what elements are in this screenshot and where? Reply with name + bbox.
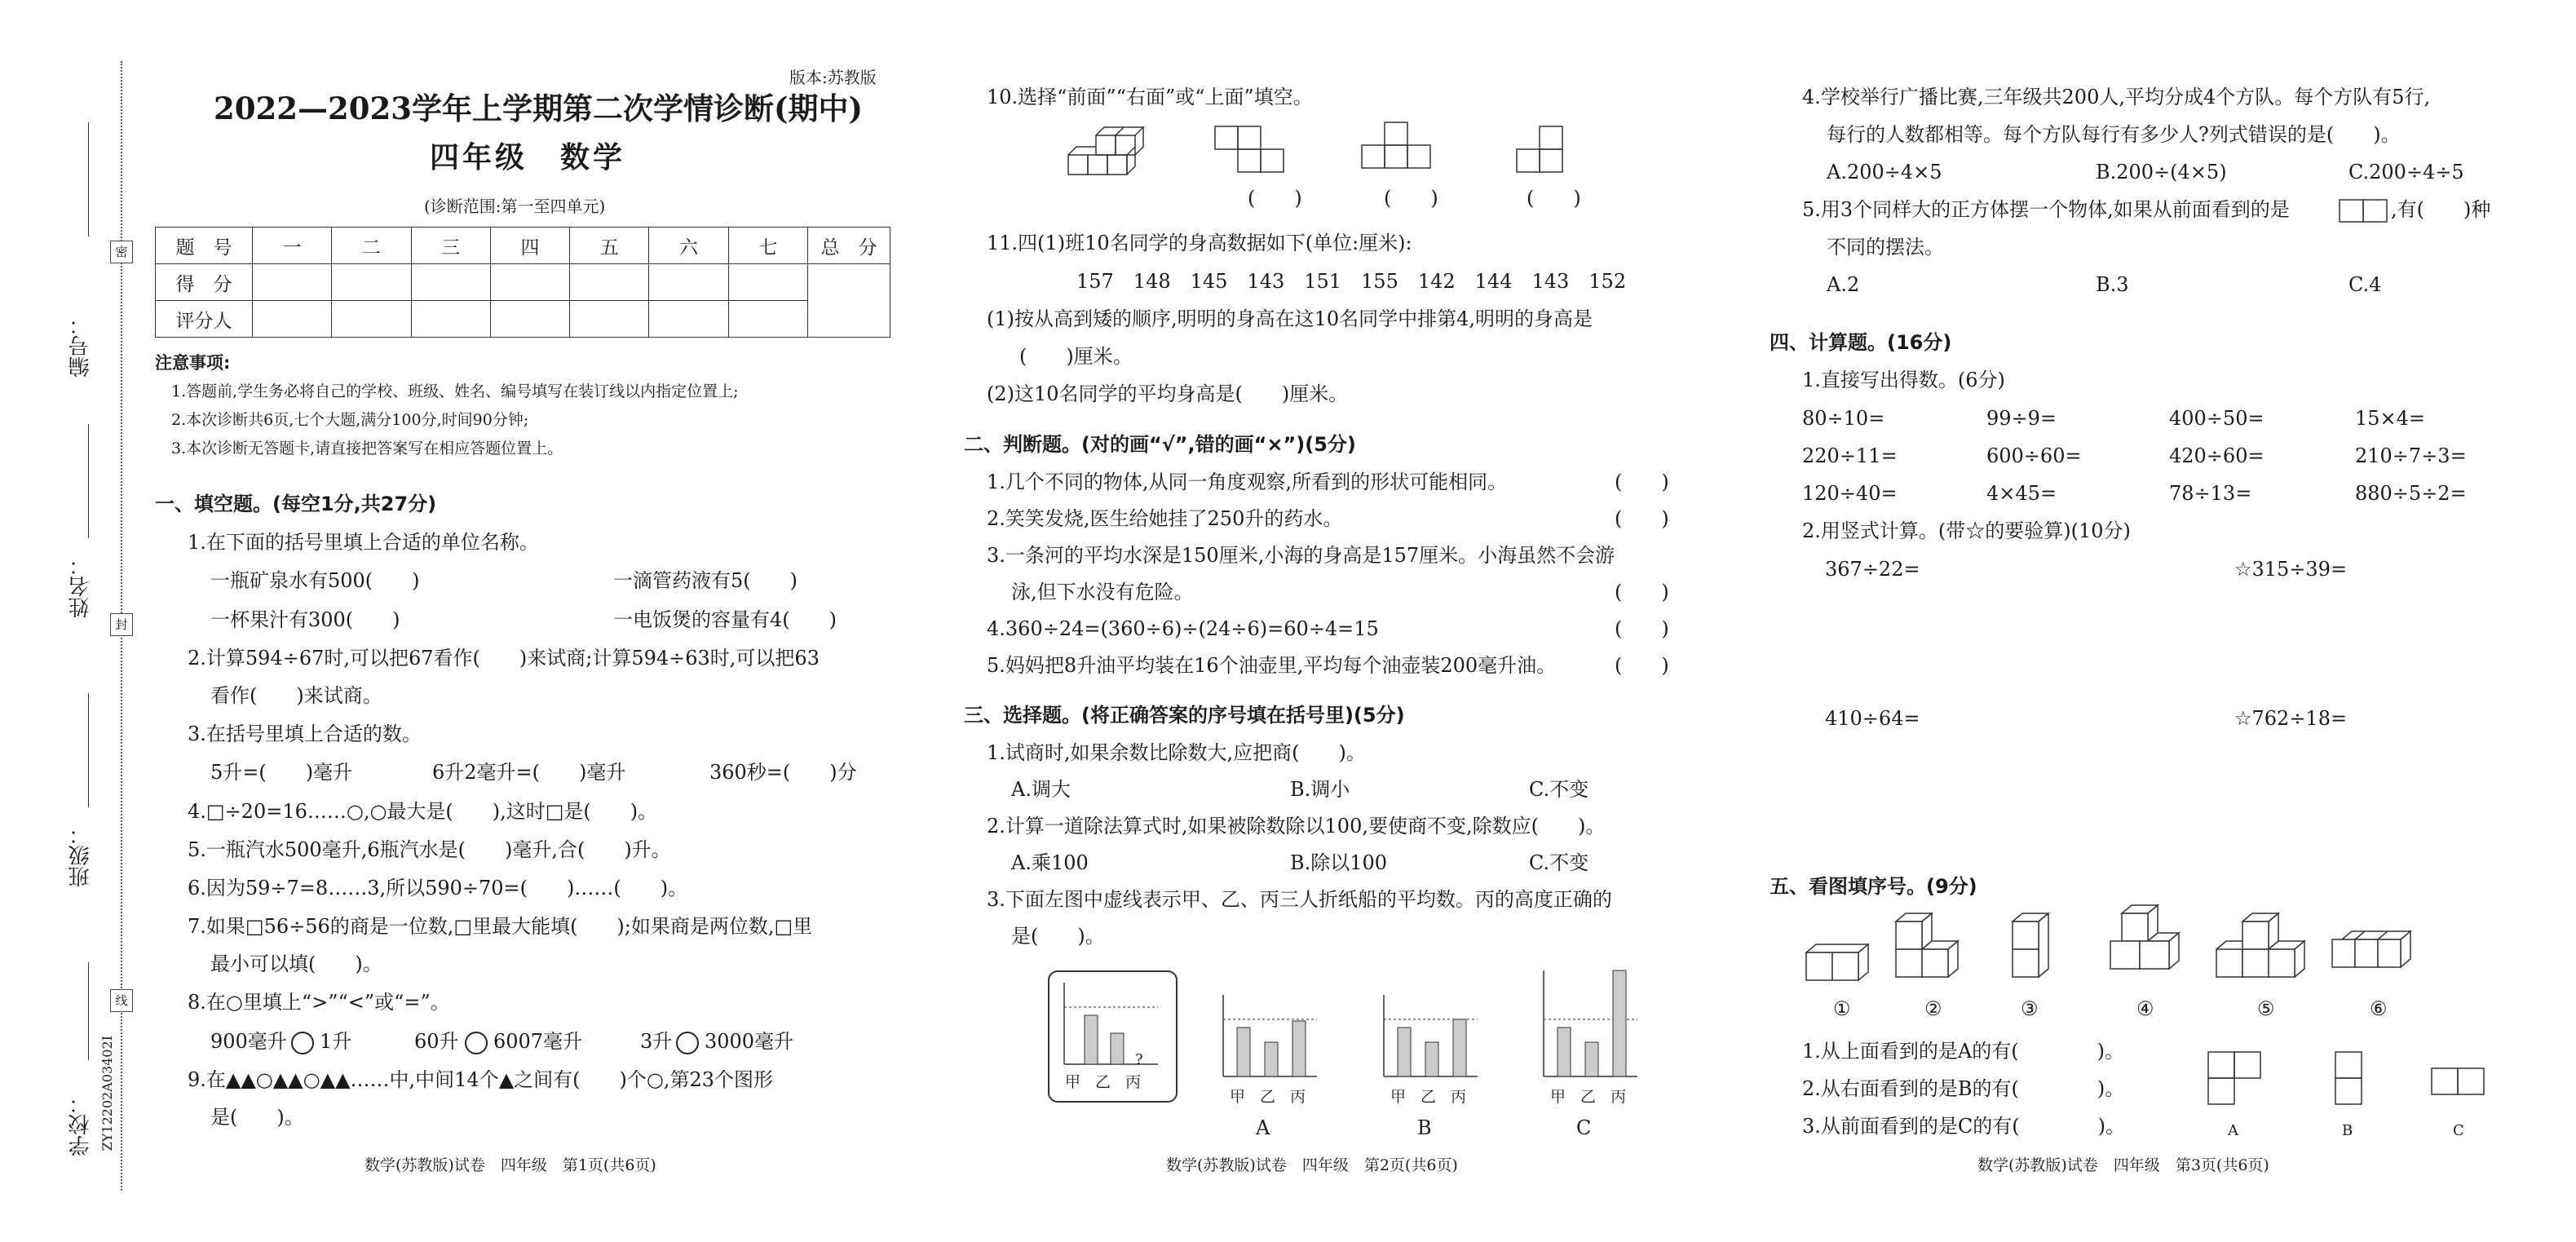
q11-text: 11.四(1)班10名同学的身高数据如下(单位:厘米): <box>987 232 1412 254</box>
calc-item: 600÷60= <box>1986 444 2082 467</box>
school-label: 学校： <box>68 1093 93 1156</box>
q5-text: 5.一瓶汽水500毫升,6瓶汽水是( )毫升,合( )升。 <box>188 838 671 861</box>
compare-circle-icon[interactable] <box>290 1031 315 1055</box>
name-label: 姓名： <box>68 555 93 618</box>
calc-item: 120÷40= <box>1802 482 1898 505</box>
q10-blank-1[interactable]: ( ) <box>1248 187 1302 210</box>
choice-1-b[interactable]: B.调小 <box>1290 778 1350 801</box>
view-b-label: B <box>2342 1122 2353 1139</box>
vertical-calc-1: 367÷22= <box>1825 558 1920 581</box>
figure-number-6: ⑥ <box>2370 997 2388 1020</box>
choice-1: 1.试商时,如果余数比除数大,应把商( )。 <box>987 741 1366 764</box>
calc-item: 880÷5÷2= <box>2355 482 2467 505</box>
page-3 <box>1729 0 2576 1242</box>
choice-2-c[interactable]: C.不变 <box>1529 851 1589 874</box>
q8a-left: 900毫升 <box>210 1030 287 1053</box>
bar-labels: 甲 乙 丙 <box>1065 1073 1147 1091</box>
fill-1: 1.从上面看到的是A的有( )。 <box>1802 1040 2124 1063</box>
choice-2: 2.计算一道除法算式时,如果被除数除以100,要使商不变,除数应( )。 <box>987 815 1606 838</box>
view-c-shape <box>2432 1067 2489 1099</box>
version-label: 版本:苏教版 <box>789 68 877 87</box>
page-2-footer: 数学(苏教版)试卷 四年级 第2页(共6页) <box>1166 1156 1458 1174</box>
cube-figure-3 <box>2013 912 2061 989</box>
judge-5-paren[interactable]: ( ) <box>1615 654 1669 677</box>
choice-5-b[interactable]: B.3 <box>2096 273 2129 296</box>
q10-blank-2[interactable]: ( ) <box>1384 187 1438 210</box>
figure-number-2: ② <box>1924 997 1942 1020</box>
score-cell[interactable] <box>411 264 490 301</box>
score-cell[interactable] <box>490 264 569 301</box>
judge-5: 5.妈妈把8升油平均装在16个油壶里,平均每个油壶装200毫升油。 <box>987 654 1557 677</box>
calc-2-text: 2.用竖式计算。(带☆的要验算)(10分) <box>1802 519 2131 542</box>
option-c-label[interactable]: C <box>1576 1116 1592 1139</box>
two-square-shape-icon <box>2339 199 2389 223</box>
q9-line1: 9.在▲▲○▲▲○▲▲……中,中间14个▲之间有( )个○,第23个图形 <box>188 1068 773 1091</box>
calc-item: 99÷9= <box>1986 407 2057 430</box>
score-table-row <box>156 301 890 338</box>
score-header-cell: 二 <box>332 228 411 264</box>
score-cell[interactable] <box>332 264 411 301</box>
q11a-line2: ( )厘米。 <box>1019 345 1133 368</box>
class-label: 班级： <box>68 824 93 887</box>
score-header-cell: 总 分 <box>808 228 890 264</box>
seal-mi: 密 <box>110 241 133 263</box>
option-b-bar-chart <box>1380 995 1482 1085</box>
q1d: 一电饭煲的容量有4( ) <box>613 608 837 631</box>
view-c-label: C <box>2453 1122 2464 1139</box>
section-5-heading: 五、看图填序号。(9分) <box>1770 875 1977 898</box>
cube-figure-2 <box>1896 912 1969 989</box>
figure-number-3: ③ <box>2021 997 2039 1020</box>
total-score-cell[interactable] <box>808 264 890 338</box>
vertical-calc-2: ☆315÷39= <box>2234 558 2348 581</box>
option-c-bar-chart <box>1540 962 1641 1085</box>
notice-3: 3.本次诊断无答题卡,请直接把答案写在相应答题位置上。 <box>171 440 563 457</box>
view-a-label: A <box>2228 1122 2238 1139</box>
vertical-calc-4: ☆762÷18= <box>2234 707 2348 730</box>
choice-4-c[interactable]: C.200÷4÷5 <box>2348 161 2464 183</box>
q1a: 一瓶矿泉水有500( ) <box>210 569 420 592</box>
score-cell[interactable] <box>649 264 728 301</box>
page-1 <box>0 0 946 1242</box>
judge-3-line1: 3.一条河的平均水深是150厘米,小海的身高是157厘米。小海虽然不会游 <box>987 544 1615 567</box>
grader-cell[interactable] <box>649 301 728 338</box>
choice-2-a[interactable]: A.乘100 <box>1011 851 1089 874</box>
page-3-footer: 数学(苏教版)试卷 四年级 第3页(共6页) <box>1977 1156 2269 1174</box>
calc-item: 420÷60= <box>2169 444 2264 467</box>
q8b-right: 6007毫升 <box>493 1030 583 1053</box>
compare-circle-icon[interactable] <box>675 1031 700 1055</box>
q7-line2: 最小可以填( )。 <box>210 952 382 975</box>
judge-3-line2: 泳,但下水没有危险。 <box>1011 581 1194 603</box>
choice-5-line2: 不同的摆法。 <box>1827 236 1944 259</box>
choice-1-a[interactable]: A.调大 <box>1011 778 1071 801</box>
calc-item: 78÷13= <box>2169 482 2252 505</box>
q9-line2: 是( )。 <box>210 1106 304 1129</box>
q3-text: 3.在括号里填上合适的数。 <box>188 723 422 745</box>
section-2-heading: 二、判断题。(对的画“√”,错的画“×”)(5分) <box>964 433 1356 456</box>
q2-line2: 看作( )来试商。 <box>210 684 382 707</box>
q11a-line1: (1)按从高到矮的顺序,明明的身高在这10名同学中排第4,明明的身高是 <box>987 307 1593 330</box>
choice-5-line1: 5.用3个同样大的正方体摆一个物体,如果从前面看到的是 <box>1802 198 2290 221</box>
bar-labels: 甲 乙 丙 <box>1390 1088 1472 1106</box>
section-1-heading: 一、填空题。(每空1分,共27分) <box>155 493 437 515</box>
exam-subtitle: 四年级 数学 <box>430 140 626 175</box>
figure-number-5: ⑤ <box>2257 997 2275 1020</box>
choice-4-line1: 4.学校举行广播比赛,三年级共200人,平均分成4个方队。每个方队有5行, <box>1802 86 2431 108</box>
cube-figure-1 <box>1806 938 1880 987</box>
score-cell[interactable] <box>728 264 807 301</box>
judge-2-paren[interactable]: ( ) <box>1615 507 1669 530</box>
score-cell[interactable] <box>570 264 649 301</box>
choice-5-c[interactable]: C.4 <box>2348 273 2382 296</box>
notice-2: 2.本次诊断共6页,七个大题,满分100分,时间90分钟; <box>171 411 529 429</box>
judge-2: 2.笑笑发烧,医生给她挂了250升的药水。 <box>987 507 1343 530</box>
choice-5-line1-end: ,有( )种 <box>2391 198 2491 221</box>
q4-text: 4.□÷20=16……○,○最大是( ),这时□是( )。 <box>188 800 658 823</box>
calc-item: 210÷7÷3= <box>2355 444 2467 467</box>
cube-figure-5 <box>2216 912 2318 989</box>
score-header-cell: 题 号 <box>156 228 253 264</box>
q8a-right: 1升 <box>320 1030 352 1053</box>
section-4-heading: 四、计算题。(16分) <box>1770 331 1952 354</box>
vertical-calc-3: 410÷64= <box>1825 707 1920 730</box>
q3b: 6升2毫升=( )毫升 <box>432 761 626 784</box>
page-1-footer: 数学(苏教版)试卷 四年级 第1页(共6页) <box>365 1156 656 1174</box>
choice-2-b[interactable]: B.除以100 <box>1290 851 1388 874</box>
q8c-left: 3升 <box>640 1030 673 1053</box>
view-shape-figure <box>1362 122 1460 175</box>
calc-item: 80÷10= <box>1802 407 1885 430</box>
score-row-label: 得 分 <box>156 264 253 301</box>
score-table-row <box>156 264 890 301</box>
q3a: 5升=( )毫升 <box>210 761 353 784</box>
calc-item: 400÷50= <box>2169 407 2264 430</box>
grader-cell[interactable] <box>332 301 411 338</box>
score-cell[interactable] <box>253 264 332 301</box>
number-label: 编号： <box>68 314 93 378</box>
exam-scope: (诊断范围:第一至四单元) <box>424 197 606 216</box>
score-header-cell: 四 <box>490 228 569 264</box>
grader-cell[interactable] <box>728 301 807 338</box>
judge-4: 4.360÷24=(360÷6)÷(24÷6)=60÷4=15 <box>987 617 1379 640</box>
score-header-cell: 五 <box>570 228 649 264</box>
figure-number-1: ① <box>1833 997 1851 1020</box>
score-header-cell: 六 <box>649 228 728 264</box>
choice-4-b[interactable]: B.200÷(4×5) <box>2096 161 2227 183</box>
q2-line1: 2.计算594÷67时,可以把67看作( )来试商;计算594÷63时,可以把63 <box>188 647 820 670</box>
q1c: 一杯果汁有300( ) <box>210 608 400 631</box>
fill-2: 2.从右面看到的是B的有( )。 <box>1802 1077 2125 1100</box>
q6-text: 6.因为59÷7=8……3,所以590÷70=( )……( )。 <box>188 877 688 899</box>
judge-1: 1.几个不同的物体,从同一角度观察,所看到的形状可能相同。 <box>987 471 1508 493</box>
compare-circle-icon[interactable] <box>464 1031 488 1055</box>
notice-1: 1.答题前,学生务必将自己的学校、班级、姓名、编号填写在装订线以内指定位置上; <box>171 382 739 400</box>
q3c: 360秒=( )分 <box>709 761 857 784</box>
view-b-shape <box>2334 1052 2366 1109</box>
score-header-cell: 七 <box>728 228 807 264</box>
option-b-label[interactable]: B <box>1417 1116 1432 1139</box>
seal-xian: 线 <box>110 989 133 1012</box>
option-a-bar-chart <box>1219 995 1321 1085</box>
exam-title: 2022—2023学年上学期第二次学情诊断(期中) <box>214 91 863 126</box>
question-mark: ? <box>1135 1051 1143 1068</box>
q7-line1: 7.如果□56÷56的商是一位数,□里最大能填( );如果商是两位数,□里 <box>188 915 813 938</box>
calc-item: 15×4= <box>2355 407 2426 430</box>
choice-3-line2: 是( )。 <box>1011 925 1105 948</box>
page-2 <box>946 0 1729 1242</box>
calc-item: 4×45= <box>1986 482 2057 505</box>
grader-cell[interactable] <box>253 301 332 338</box>
q1b: 一滴管药液有5( ) <box>613 569 798 592</box>
q8b-left: 60升 <box>414 1030 459 1053</box>
choice-1-c[interactable]: C.不变 <box>1529 778 1589 801</box>
reference-bar-chart <box>1060 983 1162 1072</box>
grader-cell[interactable] <box>570 301 649 338</box>
q1-text: 1.在下面的括号里填上合适的单位名称。 <box>188 531 539 554</box>
q10-blank-3[interactable]: ( ) <box>1527 187 1581 210</box>
bar-labels: 甲 乙 丙 <box>1230 1088 1311 1106</box>
height-data: 157 148 145 143 151 155 142 144 143 152 <box>1076 270 1627 293</box>
view-a-shape <box>2208 1052 2265 1109</box>
bar-labels: 甲 乙 丙 <box>1550 1088 1632 1106</box>
figure-number-4: ④ <box>2136 997 2154 1020</box>
cube-stack-figure <box>1068 122 1158 188</box>
notice-title: 注意事项: <box>155 353 231 373</box>
cube-figure-6 <box>2332 930 2422 991</box>
score-header-cell: 一 <box>253 228 332 264</box>
choice-5-a[interactable]: A.2 <box>1827 273 1860 296</box>
grader-cell[interactable] <box>411 301 490 338</box>
seal-feng: 封 <box>110 613 133 636</box>
choice-4-line2: 每行的人数都相等。每个方队每行有多少人?列式错误的是( )。 <box>1827 123 2401 146</box>
judge-3-paren[interactable]: ( ) <box>1615 581 1669 603</box>
q10-text: 10.选择“前面”“右面”或“上面”填空。 <box>987 86 1313 108</box>
score-table-header-row <box>156 228 890 264</box>
judge-4-paren[interactable]: ( ) <box>1615 617 1669 640</box>
option-a-label[interactable]: A <box>1256 1116 1270 1139</box>
paper-code: ZY12202A03402I <box>99 1036 115 1151</box>
cube-figure-4 <box>2110 904 2184 989</box>
q8c-right: 3000毫升 <box>705 1030 794 1053</box>
fill-3: 3.从前面看到的是C的有( )。 <box>1802 1115 2125 1138</box>
q8-text: 8.在○里填上“>”“<”或“=”。 <box>188 991 450 1014</box>
section-3-heading: 三、选择题。(将正确答案的序号填在括号里)(5分) <box>964 704 1405 727</box>
view-shape-figure <box>1215 126 1297 175</box>
view-shape-figure <box>1517 126 1582 179</box>
score-header-cell: 三 <box>411 228 490 264</box>
choice-3-line1: 3.下面左图中虚线表示甲、乙、丙三人折纸船的平均数。丙的高度正确的 <box>987 888 1612 911</box>
judge-1-paren[interactable]: ( ) <box>1615 471 1669 493</box>
score-table <box>155 227 890 338</box>
calc-1-text: 1.直接写出得数。(6分) <box>1802 369 2005 391</box>
q11b-text: (2)这10名同学的平均身高是( )厘米。 <box>987 382 1349 405</box>
score-row-label: 评分人 <box>156 301 253 338</box>
calc-item: 220÷11= <box>1802 444 1898 467</box>
choice-4-a[interactable]: A.200÷4×5 <box>1827 161 1942 183</box>
grader-cell[interactable] <box>490 301 569 338</box>
